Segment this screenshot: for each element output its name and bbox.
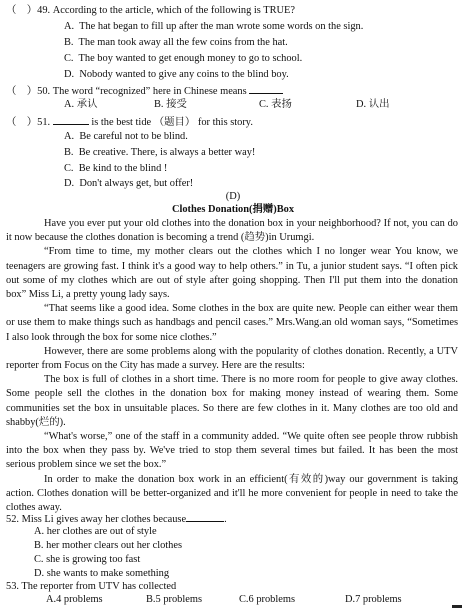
option-text: Be careful not to be blind.	[79, 131, 188, 142]
option-letter: C.	[64, 53, 74, 64]
option-b	[64, 36, 288, 50]
question-text: According to the article, which of the following is TRUE?	[52, 5, 295, 16]
answer-blank	[186, 511, 224, 522]
option-d: D. she wants to make something	[34, 568, 170, 579]
paragraph: “From time to time, my mother clears out the clothes which I no longer wear You know, we teenagers are growing fast. I think it's a good way to help others.” in Tu, a junior student says. “I often pick out some of my clothes which are out of style after going shopping. Then I'll put them into the donation box” Miss Li, a pretty young lady says.	[6, 246, 458, 301]
option-a	[64, 20, 363, 34]
option-d	[64, 68, 289, 82]
question-52-stem: 52. Miss Li gives away her clothes because .	[6, 511, 227, 527]
option-a: A.4 problems	[46, 594, 103, 605]
option-c: C. 表扬	[259, 99, 292, 110]
option-letter: A.	[64, 21, 75, 32]
option-c: C. she is growing too fast	[34, 554, 141, 565]
question-prefix: （ ）50.	[6, 86, 51, 97]
question-text: The word “recognized” here in Chinese means	[52, 86, 247, 97]
paragraph: However, there are some problems along with the popularity of clothes donation. Recently, a UTV reporter from Focus on the City has made a survey. Here are the results:	[6, 345, 458, 372]
question-51-stem	[6, 114, 253, 130]
option-d: D. 认出	[356, 99, 390, 110]
option-b: B.5 problems	[146, 594, 202, 605]
paragraph: The box is full of clothes in a short time. There is no more room for people to give away clothes. Some people sell the clothes in the donation box for making money instead of wearing them. Some communities set the box in unsuitable places. So there are few clothes in it. Many clothes are too old and shabby(烂的).	[6, 374, 458, 428]
question-text: 52. Miss Li gives away her clothes because	[6, 514, 187, 525]
option-c: C.6 problems	[239, 594, 295, 605]
question-49-stem	[6, 4, 295, 18]
question-50-stem	[6, 83, 283, 99]
answer-blank	[53, 114, 89, 125]
question-53-stem: 53. The reporter from UTV has collected	[6, 581, 177, 592]
option-c	[64, 162, 167, 176]
option-letter: B.	[64, 147, 74, 158]
question-prefix: （ ）51.	[6, 117, 51, 128]
question-text: is the best tide （题目） for this story.	[91, 117, 253, 128]
passage-title: Clothes Donation(捐赠)Box	[171, 204, 295, 215]
option-b: B. her mother clears out her clothes	[34, 540, 183, 551]
option-letter: B.	[64, 37, 74, 48]
paragraph: In order to make the donation box work in an efficient(有效的)way our government is taking action. Clothes donation will be better-organized and it'll he more convenient for people in need to take the clothes away.	[6, 473, 458, 514]
option-letter: D.	[64, 178, 75, 189]
answer-blank	[249, 83, 283, 94]
paragraph: Have you ever put your old clothes into the donation box in your neighborhood? If not, you can do it now because the clothes donation is becoming a trend (趋势)in Urumgi.	[6, 218, 458, 244]
option-text: The boy wanted to get enough money to go to school.	[78, 53, 303, 64]
passage-body	[6, 217, 458, 515]
paragraph: “That seems like a good idea. Some clothes in the box are quite new. People can either wear them or use them to make things such as handbags and pencil cases.” Mrs.Wang.an old woman says, “Sometimes I also look through the box for some nice clothes.”	[6, 303, 458, 343]
option-letter: C.	[64, 163, 74, 174]
option-text: The man took away all the few coins from the hat.	[78, 37, 288, 48]
option-text: The hat began to fill up after the man wrote some words on the sign.	[79, 21, 364, 32]
option-a: A. 承认	[64, 99, 98, 110]
option-a	[64, 130, 188, 144]
option-text: Don't always get, but offer!	[79, 178, 194, 189]
option-b	[64, 146, 255, 160]
option-text: Be creative. There, is always a better way!	[78, 147, 256, 158]
option-text: Nobody wanted to give any coins to the blind boy.	[79, 69, 289, 80]
option-d: D.7 problems	[345, 594, 402, 605]
option-text: Be kind to the blind !	[78, 163, 168, 174]
question-prefix: （ ）49.	[6, 5, 51, 16]
question-50-options	[0, 98, 466, 112]
option-letter: D.	[64, 69, 75, 80]
option-d	[64, 177, 193, 191]
option-letter: A.	[64, 131, 75, 142]
question-53-options	[0, 593, 466, 607]
paragraph: “What's worse,” one of the staff in a community added. “We quite often see people throw rubbish into the box when they pass by. We've tried to stop them several times but failed. It has been the most serious problem since we set the box.”	[6, 431, 458, 471]
option-a: A. her clothes are out of style	[34, 526, 157, 537]
option-c	[64, 52, 302, 66]
section-label: (D)	[225, 191, 241, 202]
option-b: B. 接受	[154, 99, 187, 110]
